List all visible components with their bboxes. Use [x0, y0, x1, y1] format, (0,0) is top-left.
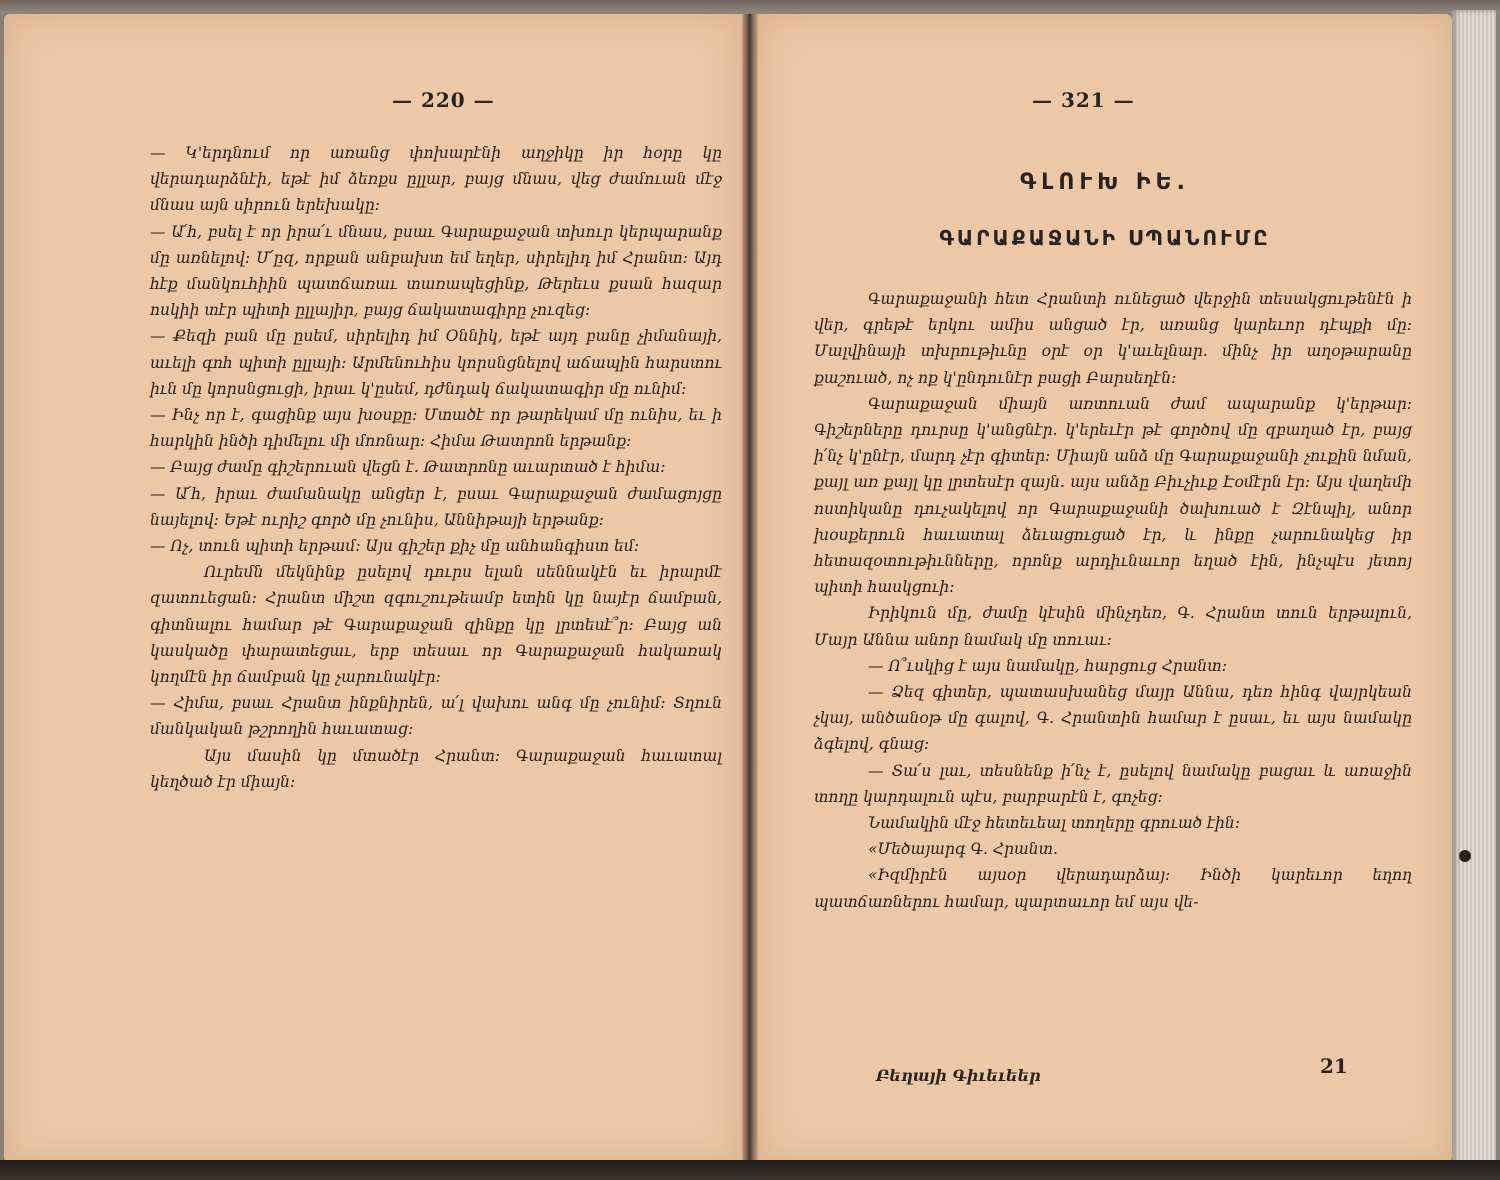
left-paragraph: — Կ'երդնում որ առանց փոխարէնի աղջիկը իր հօրը կը վերադարձնէի, եթէ իմ ձեռքս ըլլար, բայց մնաս, վեց ժամուան մէջ մնաս այն սիրուն երեխակը։ — [150, 144, 722, 215]
left-paragraph: Ուրեմն մեկնինք ըսելով դուրս ելան սեննակէն եւ իրարմէ զատուեցան։ Հրանտ միշտ զգուշութեամբ ետին կը նայէր ճամբան, գիտնալու համար թէ Գարաքաջան զինքը կը լրտեսէ՞ր։ Բայց ան կասկածը փարատեցաւ, երբ տեսաւ որ Գարաքաջան հակառակ կողմէն իր ճամբան կը չարունակէր։ — [150, 563, 722, 687]
left-paragraph: — Հիմա, բսաւ Հրանտ ինքնիրեն, ա՛լ վախու անգ մը չունիմ։ Տղուն մանկական թշրողին հաւատաց։ — [150, 694, 722, 739]
printer-signature: Բեղայի Գիւեւեեր — [876, 1066, 1041, 1085]
book-gutter — [742, 14, 758, 1164]
chapter-subtitle: ԳԱՐԱՔԱՋԱՆԻ ՍՊԱՆՈՒՄԸ — [939, 226, 1271, 250]
bottom-shadow — [0, 1160, 1500, 1180]
left-paragraph: — Ա՛հ, բսել է որ իրա՛ւ մնաս, բսաւ Գարաքաջան տխուր կերպարանք մը առնելով։ Մ՛ըզ, որքան անբախտ եմ եղեր, սիրելիդ իմ Հրանտ։ Այդ հէք մանկուհիին պատճառաւ տառապեցինք, Թերեւս քսան հազար ոսկիի տէր պիտի ըլլայիր, բայց ճակատագիրը չուզեց։ — [150, 222, 722, 320]
left-paragraph: — Բայց ժամը գիշերուան վեցն է. Թատրոնը աւարտած է հիմա։ — [150, 458, 666, 477]
signature-number: 21 — [1320, 1054, 1348, 1078]
left-page — [4, 14, 742, 1164]
left-paragraph: Այս մասին կը մտածէր Հրանտ։ Գարաքաջան հաւատալ կեղծած էր միայն։ — [150, 746, 722, 791]
left-paragraph: — Ոչ, տուն պիտի երթամ։ Այս գիշեր քիչ մը անհանգիստ եմ։ — [150, 537, 640, 556]
right-paragraph: Գարաքաջանի հետ Հրանտի ունեցած վերջին տեսակցութենէն ի վեր, գրեթէ երկու ամիս անցած էր, առանց կարեւոր դէպքի մը։ Մալվինայի տխրութիւնը օրէ օր կ'աւելնար. մինչ իր աղօթարանը քաշուած, ոչ ոք կ'ընդունէր բացի Բարսեղէն։ — [814, 290, 1412, 387]
right-page — [758, 14, 1452, 1164]
right-paragraph: Գարաքաջան միայն առտուան ժամ ապարանք կ'երթար։ Գիշերները դուրսը կ'անցնէր. կ'երեւէր թէ գործով մը զբաղած էր, բայց ի՛նչ կ'ընէր, մարդ չէր գիտեր։ Միայն անձ մը Գարաքաջանի չուքին նման, քայլ առ քայլ կը լրտեսէր զայն. այս անձը Բիւչիւք Էօմէրն էր։ Այս վաղեմի ոստիկանը դուչակելով որ Գարաքաջանի ծախուած է Զէնպիլ, անոր խօսքերուն հաւատալ ձեւացուցած էր, և ինքը չարունակեց իր հետազօտութիւնները, որոնք արդիւնաւոր եղած էին, ինչպէս յետոյ պիտի հասկցուի։ — [814, 394, 1412, 597]
left-paragraph: — Ա՛հ, իրաւ ժամանակը անցեր է, բսաւ Գարաքաջան ժամացոյցը նայելով։ Եթէ ուրիշ գործ մը չունիս, Աննիթայի երթանք։ — [150, 484, 722, 529]
right-paragraph: «Մեծայարգ Գ. Հրանտ. — [868, 840, 1058, 859]
right-paragraph: «Իզմիրէն այսօր վերադարձայ։ Ինծի կարեւոր եղող պատճառներու համար, պարտաւոր եմ այս վե- — [814, 866, 1412, 911]
left-paragraph: — Քեզի բան մը ըսեմ, սիրելիդ իմ Օննիկ, եթէ այդ բանը չիմանայի, աւելի գոհ պիտի ըլլայի։ Արմենուհիս կորսնցնելով աճապին հարստու իւն մը կորսնցուցի, իրաւ կ'ըսեմ, դժնդակ ճակատագիր մը ունիմ։ — [150, 327, 722, 398]
left-page-number: — 220 — — [392, 88, 495, 112]
right-paragraph: — Ձեզ գիտեր, պատասխանեց մայր Աննա, դեռ հինգ վայրկեան չկայ, անծանօթ մը գալով, Գ. Հրանտին համար է ըսաւ, եւ այս նամակը ձգելով, գնաց։ — [814, 683, 1412, 754]
right-paragraph: — Ո՞ւսկից է այս նամակը, հարցուց Հրանտ։ — [868, 656, 1227, 675]
right-paragraph: — Տա՛ս լաւ, տեսնենք ի՛նչ է, ըսելով նամակը բացաւ և առաջին տողը կարդալուն պէս, բարբարէն է, գոչեց։ — [814, 761, 1412, 806]
right-page-text — [814, 286, 1412, 915]
right-paragraph: Իրիկուն մը, ժամը կէսին մինչդեռ, Գ. Հրանտ տուն երթալուն, Մայր Աննա անոր նամակ մը տուաւ։ — [814, 604, 1412, 649]
page-block-edge — [1452, 10, 1496, 1174]
chapter-title: ԳԼՈՒԽ ԻԵ. — [1020, 170, 1190, 195]
left-paragraph: — Ինչ որ է, գացինք այս խօսքը։ Մտածէ որ թարեկամ մը ունիս, եւ ի հարկին ինծի դիմելու մի մոռնար։ Հիմա Թատրոն երթանք։ — [150, 406, 722, 451]
binding-hole — [1459, 850, 1471, 862]
right-page-number: — 321 — — [1032, 88, 1135, 112]
right-paragraph: Նամակին մէջ հետեւեալ տողերը գրուած էին։ — [868, 814, 1241, 833]
left-page-text — [150, 140, 722, 795]
